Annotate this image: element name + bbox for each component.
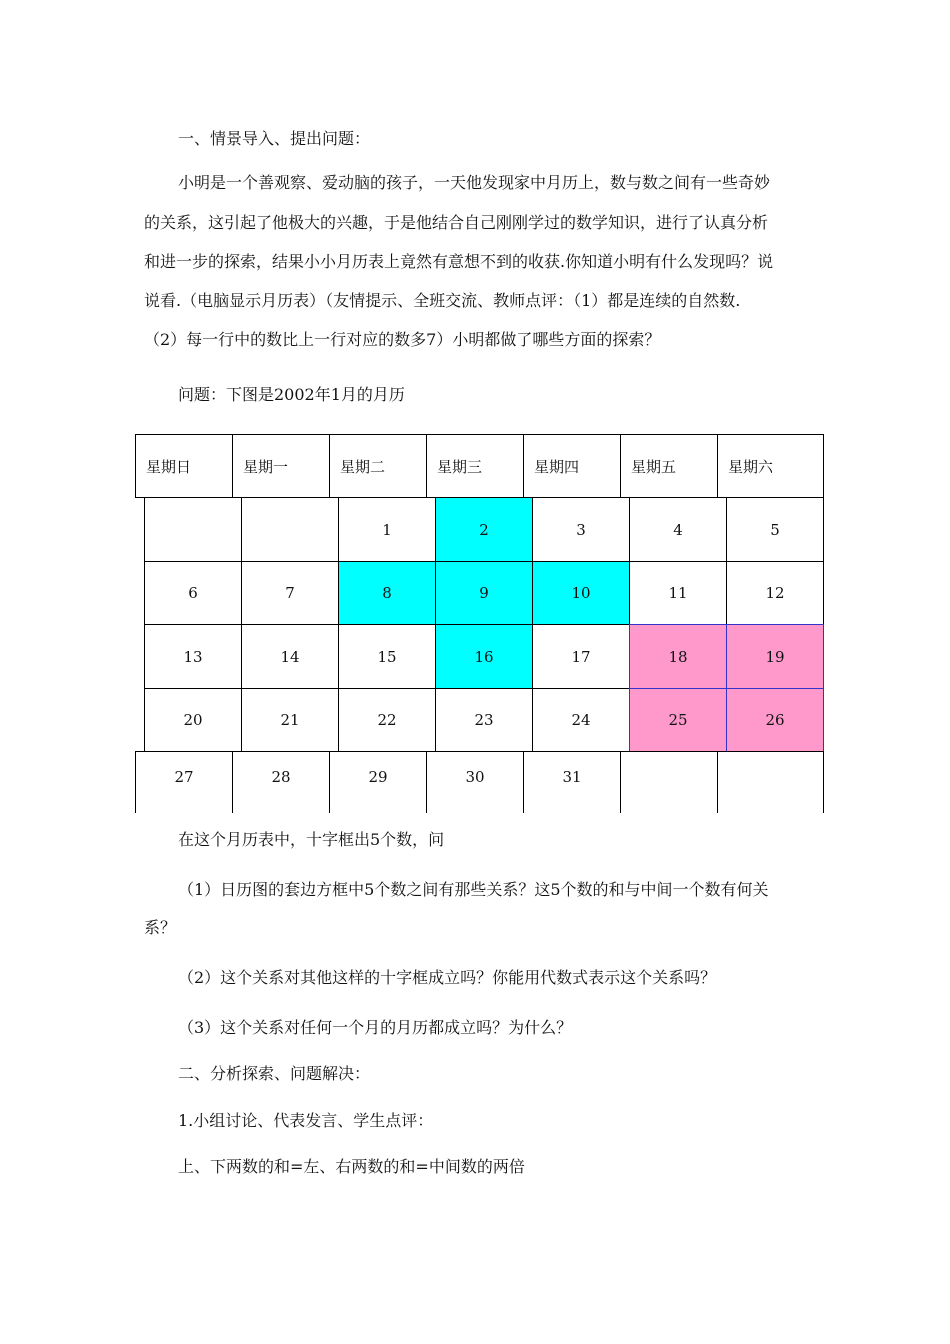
calendar-day-cell: 12: [726, 561, 824, 625]
calendar-day-cell: 28: [232, 751, 330, 813]
calendar-day-cell: 8: [338, 561, 436, 625]
calendar-day-cell: 19: [726, 624, 824, 689]
calendar-day-cell: [144, 497, 242, 562]
question-1-line-1: （1）日历图的套边方框中5个数之间有那些关系？这5个数的和与中间一个数有何关: [178, 880, 769, 899]
question-2: （2）这个关系对其他这样的十字框成立吗？你能用代数式表示这个关系吗？: [178, 968, 717, 987]
calendar-day-cell: 31: [523, 751, 621, 813]
calendar-day-cell: 3: [532, 497, 630, 562]
calendar-day-cell: 21: [241, 688, 339, 752]
calendar-day-cell: [717, 751, 824, 813]
calendar-day-cell: 10: [532, 561, 630, 625]
calendar-day-cell: 14: [241, 624, 339, 689]
calendar-day-cell: 1: [338, 497, 436, 562]
section1-title: 一、情景导入、提出问题：: [178, 129, 371, 148]
calendar-day-cell: 13: [144, 624, 242, 689]
calendar-day-cell: 17: [532, 624, 630, 689]
calendar-day-cell: 7: [241, 561, 339, 625]
conclusion: 上、下两数的和=左、右两数的和=中间数的两倍: [178, 1157, 525, 1176]
calendar-day-cell: 26: [726, 688, 824, 752]
calendar-day-cell: 16: [435, 624, 533, 689]
intro-line-2: 的关系，这引起了他极大的兴趣，于是他结合自己刚刚学过的数学知识，进行了认真分析: [144, 213, 769, 232]
calendar-day-cell: 9: [435, 561, 533, 625]
calendar-day-cell: 15: [338, 624, 436, 689]
calendar-day-cell: 18: [629, 624, 727, 689]
calendar-day-cell: 22: [338, 688, 436, 752]
intro-line-4: 说看.（电脑显示月历表）（友情提示、全班交流、教师点评：（1）都是连续的自然数.: [144, 291, 741, 310]
calendar-day-cell: 11: [629, 561, 727, 625]
calendar-day-cell: [241, 497, 339, 562]
intro-line-3: 和进一步的探索，结果小小月历表上竟然有意想不到的收获.你知道小明有什么发现吗？说: [144, 252, 774, 271]
calendar-day-cell: 5: [726, 497, 824, 562]
calendar-header-cell: 星期六: [717, 434, 824, 498]
calendar-header-cell: 星期二: [329, 434, 427, 498]
calendar-day-cell: 30: [426, 751, 524, 813]
calendar-day-cell: 27: [135, 751, 233, 813]
question-intro: 在这个月历表中，十字框出5个数，问: [178, 830, 445, 849]
step-1: 1.小组讨论、代表发言、学生点评：: [178, 1111, 434, 1130]
question-1-line-2: 系？: [144, 918, 177, 937]
calendar-day-cell: 20: [144, 688, 242, 752]
intro-line-5: （2）每一行中的数比上一行对应的数多7）小明都做了哪些方面的探索？: [144, 330, 661, 349]
question-3: （3）这个关系对任何一个月的月历都成立吗？为什么？: [178, 1018, 573, 1037]
calendar-day-cell: 25: [629, 688, 727, 752]
calendar-day-cell: 29: [329, 751, 427, 813]
calendar-day-cell: 4: [629, 497, 727, 562]
calendar-day-cell: 23: [435, 688, 533, 752]
calendar-header-cell: 星期日: [135, 434, 233, 498]
intro-line-1: 小明是一个善观察、爱动脑的孩子，一天他发现家中月历上，数与数之间有一些奇妙: [178, 173, 771, 192]
calendar-header-cell: 星期四: [523, 434, 621, 498]
calendar-day-cell: 24: [532, 688, 630, 752]
calendar-header-cell: 星期三: [426, 434, 524, 498]
calendar-day-cell: [620, 751, 718, 813]
problem-label: 问题：下图是2002年1月的月历: [178, 385, 405, 404]
calendar-header-cell: 星期一: [232, 434, 330, 498]
section2-title: 二、分析探索、问题解决：: [178, 1064, 371, 1083]
calendar-day-cell: 2: [435, 497, 533, 562]
calendar-header-cell: 星期五: [620, 434, 718, 498]
calendar-day-cell: 6: [144, 561, 242, 625]
